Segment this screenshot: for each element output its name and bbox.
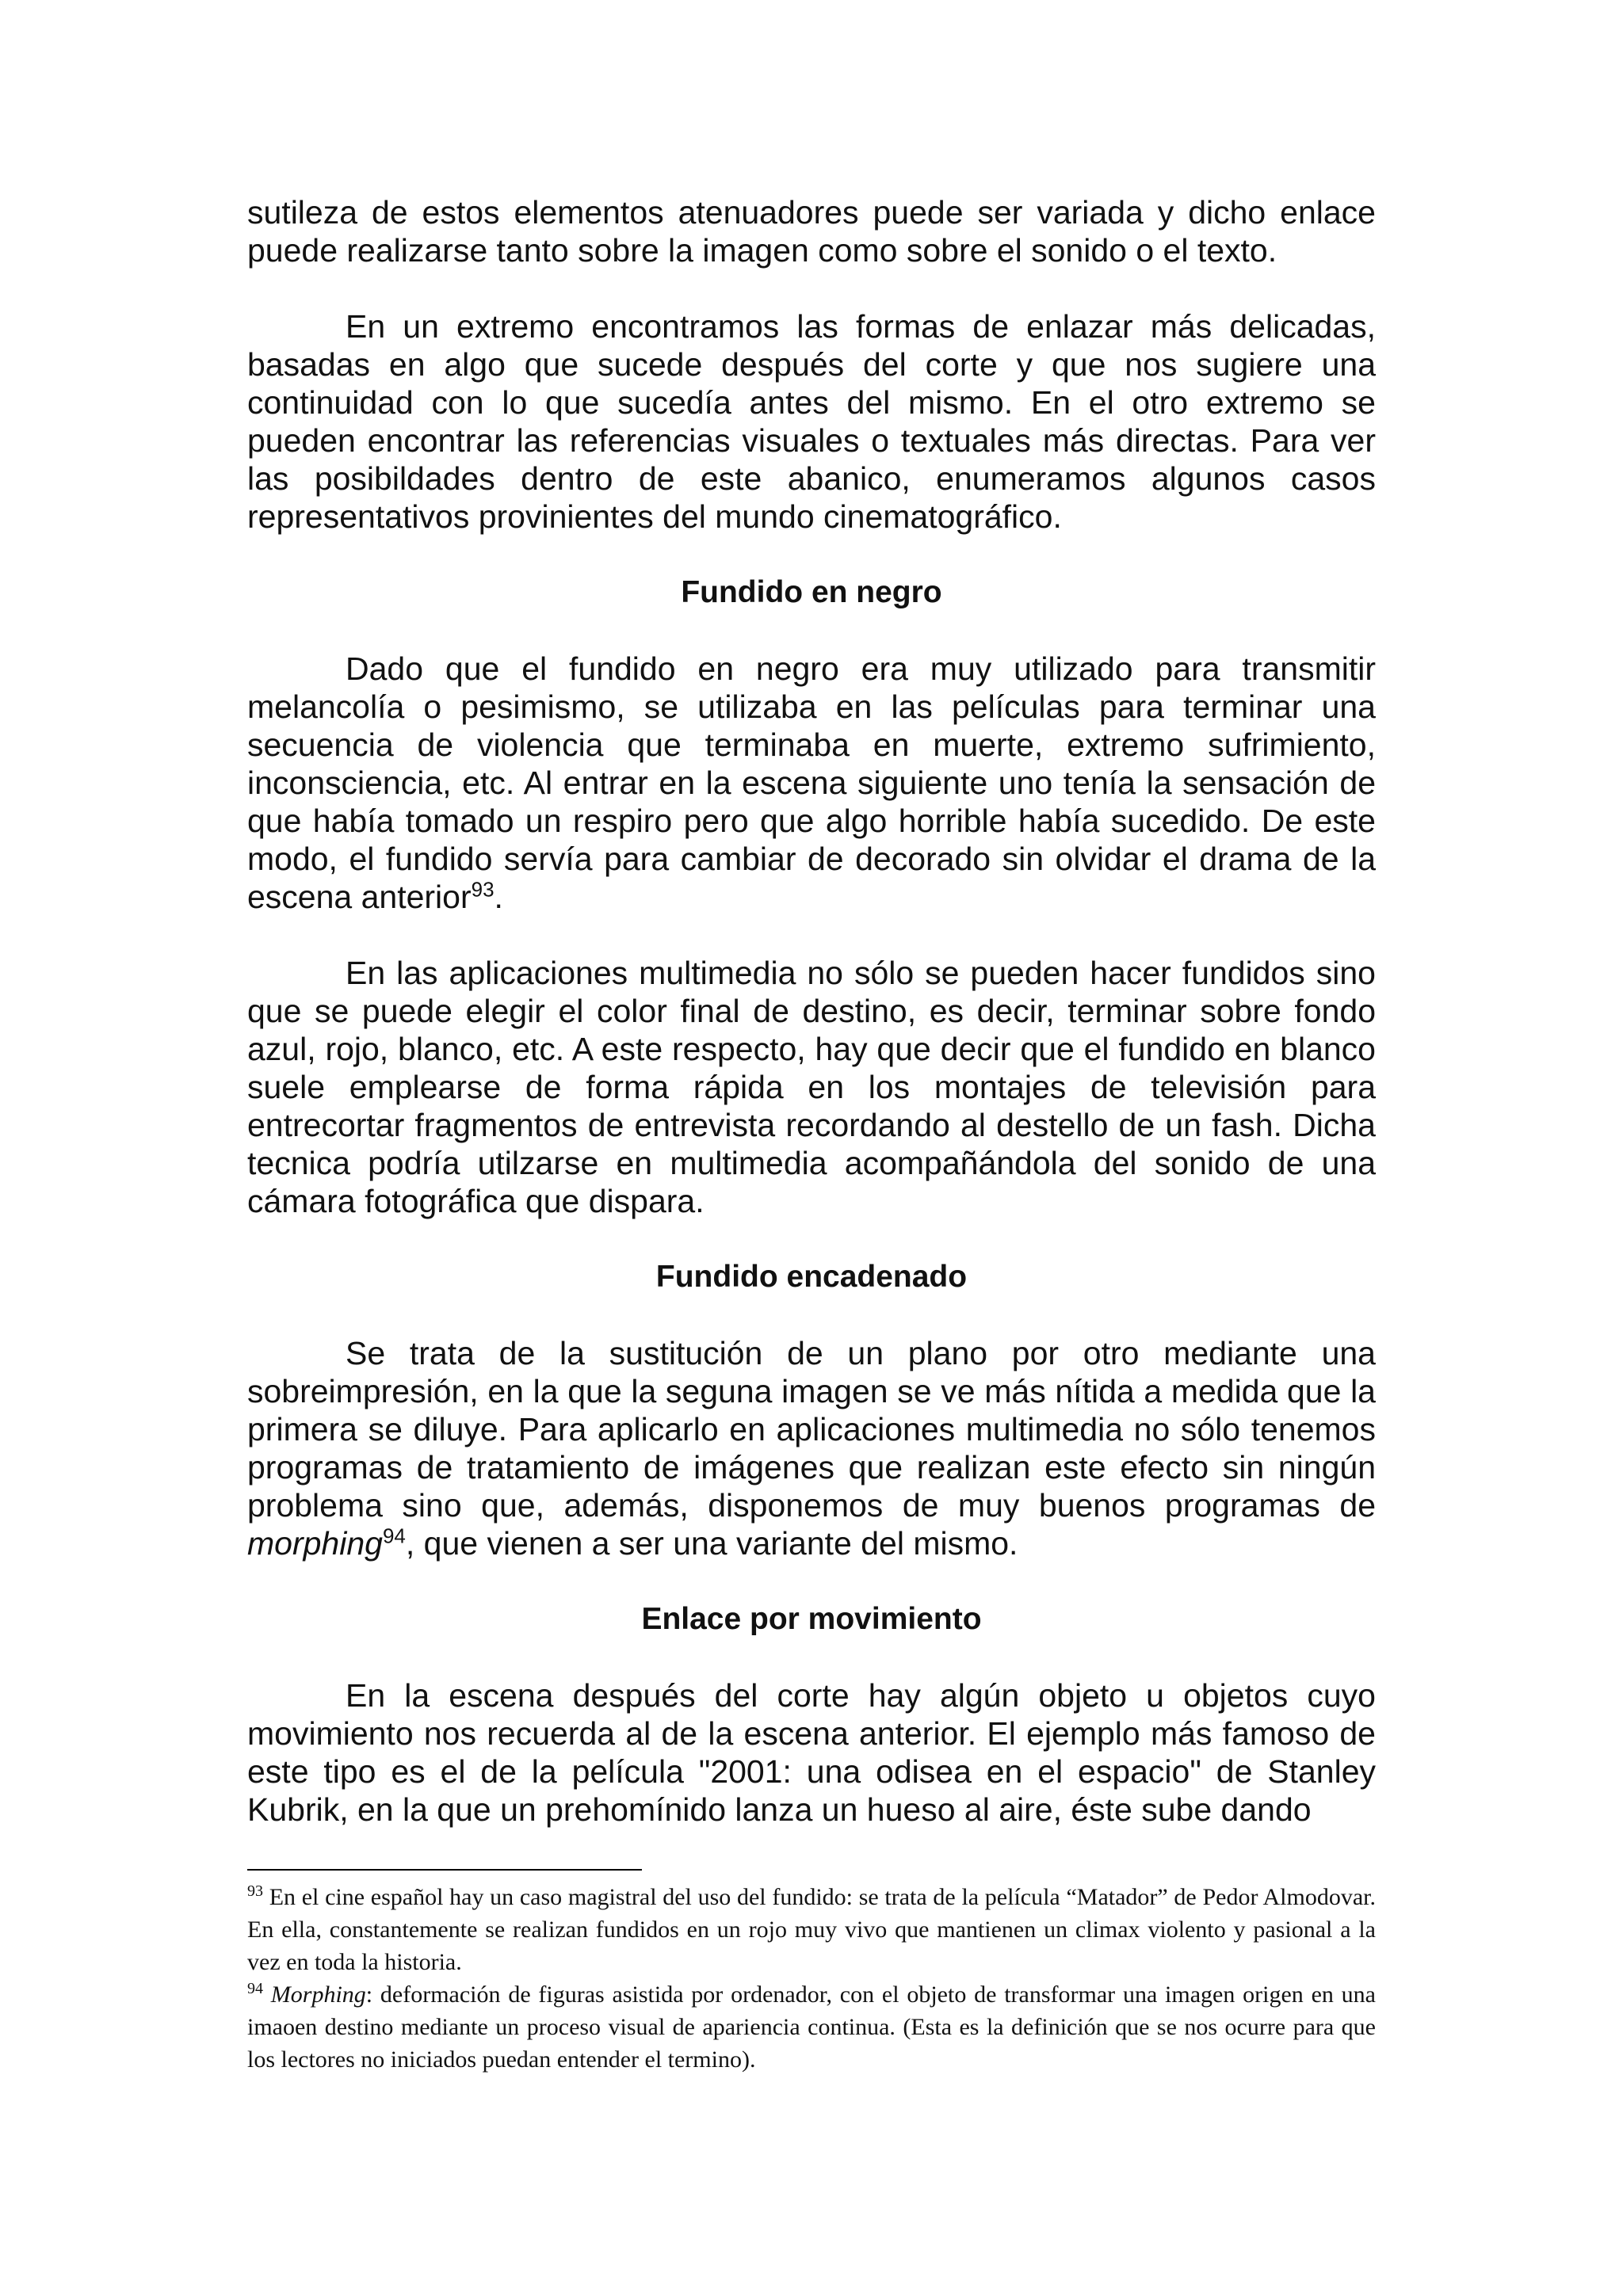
footnote-94-number: 94 [247, 1980, 263, 1997]
paragraph-multimedia-fundidos: En las aplicaciones multimedia no sólo se pueden hacer fundidos sino que se puede elegir el color final de destino, es decir, terminar sobre fondo azul, rojo, blanco, etc. A este respecto, hay que decir que el fundido en blanco suele emplearse de forma rápida en los montajes de televisión para entrecortar fragmentos de entrevista recordando al destello de un fash. Dicha tecnica podría utilzarse en multimedia acompañándola del sonido de una cámara fotográfica que dispara. [247, 955, 1376, 1219]
paragraph-fundido-encadenado-end: , que vienen a ser una variante del mismo. [405, 1525, 1018, 1562]
term-morphing: morphing [247, 1525, 383, 1562]
footnote-divider [247, 1869, 642, 1871]
footnote-94-term: Morphing [270, 1981, 366, 2008]
footnote-93-text: En el cine español hay un caso magistral del uso del fundido: se trata de la película “Matador” de Pedor Almodovar. En ella, constantemente se realizan fundidos en un rojo muy vivo que mantienen un climax violento y pasional a la vez en toda la historia. [247, 1884, 1376, 1975]
footnote-94 [247, 1978, 1376, 2076]
footnote-93-number: 93 [247, 1882, 263, 1900]
paragraph-fundido-encadenado-text: Se trata de la sustitución de un plano por otro mediante una sobreimpresión, en la que la seguna imagen se ve más nítida a medida que la primera se diluye. Para aplicarlo en aplicaciones multimedia no sólo tenemos programas de tratamiento de imágenes que realizan este efecto sin ningún problema sino que, además, disponemos de muy buenos programas de [247, 1335, 1376, 1524]
section-heading-fundido-negro: Fundido en negro [681, 575, 942, 609]
paragraph-enlaces-intro: En un extremo encontramos las formas de enlazar más delicadas, basadas en algo que sucede después del corte y que nos sugiere una continuidad con lo que sucedía antes del mismo. En el otro extremo se pueden encontrar las referencias visuales o textuales más directas. Para ver las posibildades dentro de este abanico, enumeramos algunos casos representativos provinientes del mundo cinematográfico. [247, 308, 1376, 535]
footnotes [247, 1881, 1376, 2076]
paragraph-enlace-movimiento: En la escena después del corte hay algún objeto u objetos cuyo movimiento nos recuerda al de la escena anterior. El ejemplo más famoso de este tipo es el de la película "2001: una odisea en el espacio" de Stanley Kubrik, en la que un prehomínido lanza un hueso al aire, éste sube dando [247, 1677, 1376, 1828]
paragraph-continuation: sutileza de estos elementos atenuadores puede ser variada y dicho enlace puede realizarse tanto sobre la imagen como sobre el sonido o el texto. [247, 194, 1376, 269]
paragraph-fundido-negro [247, 650, 1376, 916]
footnote-ref-93[interactable]: 93 [471, 877, 495, 902]
paragraph-fundido-negro-end: . [494, 879, 503, 915]
page-body [247, 193, 1376, 1829]
section-heading-fundido-encadenado: Fundido encadenado [655, 1260, 968, 1294]
paragraph-fundido-negro-text: Dado que el fundido en negro era muy utilizado para transmitir melancolía o pesimismo, se utilizaba en las películas para terminar una secuencia de violencia que terminaba en muerte, extremo sufrimiento, inconsciencia, etc. Al entrar en la escena siguiente uno tenía la sensación de que había tomado un respiro pero que algo horrible había sucedido. De este modo, el fundido servía para cambiar de decorado sin olvidar el drama de la escena anterior [247, 650, 1376, 915]
footnote-ref-94[interactable]: 94 [382, 1524, 406, 1548]
section-heading-enlace-movimiento: Enlace por movimiento [641, 1602, 982, 1636]
footnote-94-text: : deformación de figuras asistida por ordenador, con el objeto de transformar una imagen origen en una imaoen destino mediante un proceso visual de apariencia continua. (Esta es la definición que se nos ocurre para que los lectores no iniciados puedan entender el termino). [247, 1981, 1377, 2073]
footnote-93 [247, 1881, 1376, 1978]
paragraph-fundido-encadenado [247, 1334, 1376, 1562]
